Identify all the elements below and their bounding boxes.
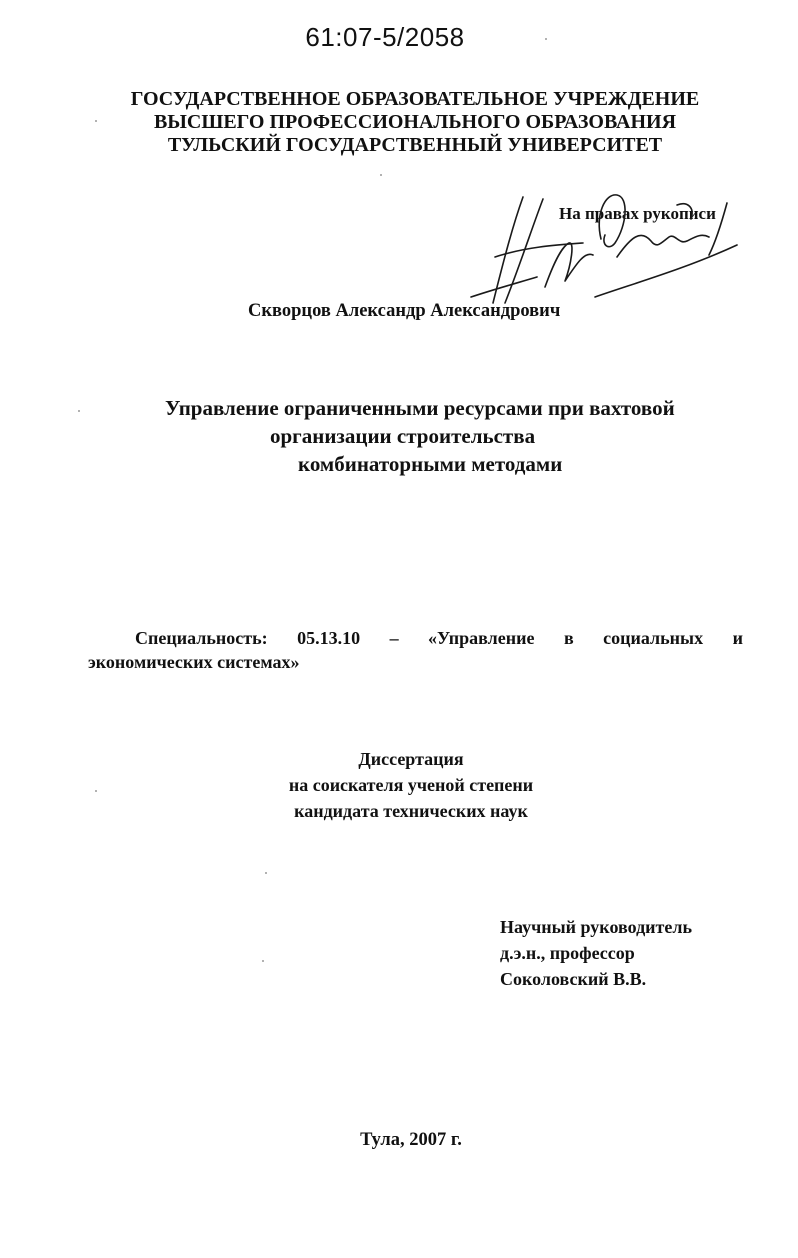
- scan-speck: [265, 872, 267, 874]
- dissertation-line: кандидата технических наук: [294, 801, 528, 821]
- specialty-dash: –: [389, 628, 399, 648]
- specialty-word: «Управление: [428, 628, 535, 648]
- specialty-line: [88, 626, 743, 650]
- dissertation-title-line: организации строительства: [270, 424, 536, 448]
- supervisor-line: д.э.н., профессор: [500, 943, 635, 963]
- supervisor: [500, 914, 692, 992]
- dissertation-line: на соискателя ученой степени: [288, 775, 534, 795]
- dissertation-line: Диссертация: [358, 749, 464, 769]
- specialty-code: 05.13.10: [297, 628, 361, 648]
- scan-speck: [545, 38, 547, 40]
- specialty-word: в: [563, 628, 574, 648]
- scan-speck: [95, 120, 97, 122]
- city-year: Тула, 2007 г.: [360, 1130, 462, 1150]
- institution-line: ГОСУДАРСТВЕННОЕ ОБРАЗОВАТЕЛЬНОЕ УЧРЕЖДЕНИЕ: [130, 88, 700, 110]
- supervisor-line: Научный руководитель: [500, 917, 692, 937]
- institution-line: ТУЛЬСКИЙ ГОСУДАРСТВЕННЫЙ УНИВЕРСИТЕТ: [167, 134, 663, 156]
- specialty-line: экономических системах»: [88, 652, 300, 672]
- scan-speck: [380, 174, 382, 176]
- dissertation-title-line: комбинаторными методами: [298, 452, 563, 476]
- author-name: Скворцов Александр Александрович: [248, 301, 561, 321]
- institution-line: ВЫСШЕГО ПРОФЕССИОНАЛЬНОГО ОБРАЗОВАНИЯ: [153, 111, 677, 133]
- dissertation-title-line: Управление ограниченными ресурсами при вахтовой: [165, 396, 675, 420]
- scan-speck: [78, 410, 80, 412]
- specialty-label: Специальность:: [135, 628, 268, 648]
- rights-note: На правах рукописи: [559, 204, 716, 223]
- dissertation-degree: [0, 746, 798, 824]
- handwritten-signature: [465, 185, 765, 315]
- supervisor-line: Соколовский В.В.: [500, 969, 647, 989]
- specialty: [88, 626, 743, 674]
- scan-speck: [95, 790, 97, 792]
- specialty-word: социальных: [603, 628, 704, 648]
- specialty-word: и: [732, 628, 743, 648]
- catalog-code: 61:07-5/2058: [305, 22, 465, 52]
- scan-speck: [262, 960, 264, 962]
- institution-name: [0, 88, 798, 157]
